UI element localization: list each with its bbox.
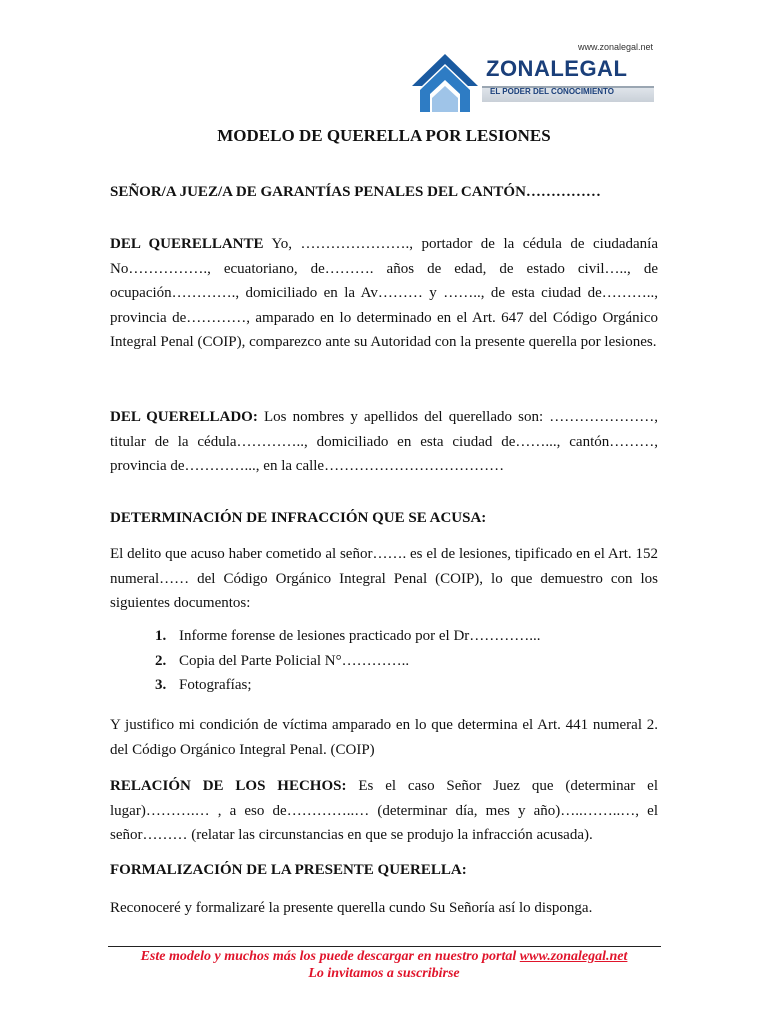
- list-text: Copia del Parte Policial N°…………..: [179, 652, 410, 669]
- list-item: [155, 653, 655, 678]
- querellado-text: Los nombres y apellidos del querellado son: …………………, titular de la cédula………….., domiciliado en esta ciudad de……..., cantón………, provincia de…………..., en la calle………………………………: [110, 409, 658, 474]
- querellante-text: Yo, …………………., portador de la cédula de ciudadanía No……………., ecuatoriano, de………. años de edad, de estado civil….., de ocupación…………., domiciliado en la Av……… y …….., de esta ciudad de……….., provincia de…………, amparado en lo determinado en el Art. 647 del Código Orgánico Integral Penal (COIP), comparezco ante su Autoridad con la presente querella por lesiones.: [110, 236, 658, 350]
- querellado-paragraph: [110, 405, 658, 479]
- querellante-label: DEL QUERELLANTE: [110, 236, 264, 252]
- list-item: [155, 677, 655, 702]
- formalizacion-heading: FORMALIZACIÓN DE LA PRESENTE QUERELLA:: [110, 862, 467, 878]
- list-text: Fotografías;: [179, 677, 252, 693]
- querellado-label: DEL QUERELLADO:: [110, 409, 258, 425]
- infraccion-heading: DETERMINACIÓN DE INFRACCIÓN QUE SE ACUSA:: [110, 510, 487, 526]
- document-title: MODELO DE QUERELLA POR LESIONES: [217, 126, 551, 145]
- hechos-text: Es el caso Señor Juez que (determinar el lugar)……….… , a eso de…………..… (determinar día, mes y año)…..……..…, el señor……… (relatar las circunstancias en que se produjo la infracción acusada).: [110, 778, 658, 843]
- footer-text: Este modelo y muchos más los puede descargar en nuestro portal: [140, 949, 520, 964]
- zonalegal-logo[interactable]: [410, 42, 660, 122]
- footer-line-2: Lo invitamos a suscribirse: [308, 966, 460, 981]
- footer-line-1: [0, 949, 768, 965]
- querellante-paragraph: [110, 232, 658, 355]
- logo-name: ZONALEGAL: [486, 56, 628, 81]
- logo-tagline: EL PODER DEL CONOCIMIENTO: [490, 87, 615, 96]
- formalizacion-paragraph: Reconoceré y formalizaré la presente querella cundo Su Señoría así lo disponga.: [110, 900, 593, 916]
- logo-url[interactable]: www.zonalegal.net: [578, 42, 654, 52]
- list-text: Informe forense de lesiones practicado por el Dr…………...: [179, 628, 541, 644]
- hechos-paragraph: [110, 774, 658, 848]
- hechos-label: RELACIÓN DE LOS HECHOS:: [110, 778, 347, 794]
- list-number: 1.: [155, 628, 167, 644]
- addressee: SEÑOR/A JUEZ/A DE GARANTÍAS PENALES DEL CANTÓN……………: [110, 184, 601, 200]
- list-item: [155, 628, 655, 653]
- documents-list: [155, 628, 655, 702]
- house-logo-icon: [410, 52, 480, 116]
- footer-link[interactable]: www.zonalegal.net: [519, 949, 628, 964]
- footer-divider: [108, 946, 661, 947]
- victima-paragraph: Y justifico mi condición de víctima amparado en lo que determina el Art. 441 numeral 2. del Código Orgánico Integral Penal. (COIP): [110, 717, 658, 758]
- list-number: 3.: [155, 677, 167, 693]
- list-number: 2.: [155, 652, 167, 669]
- infraccion-paragraph: El delito que acuso haber cometido al señor……. es el de lesiones, tipificado en el Art. 152 numeral…… del Código Orgánico Integral Penal (COIP), lo que demuestro con los siguientes documentos:: [110, 546, 658, 611]
